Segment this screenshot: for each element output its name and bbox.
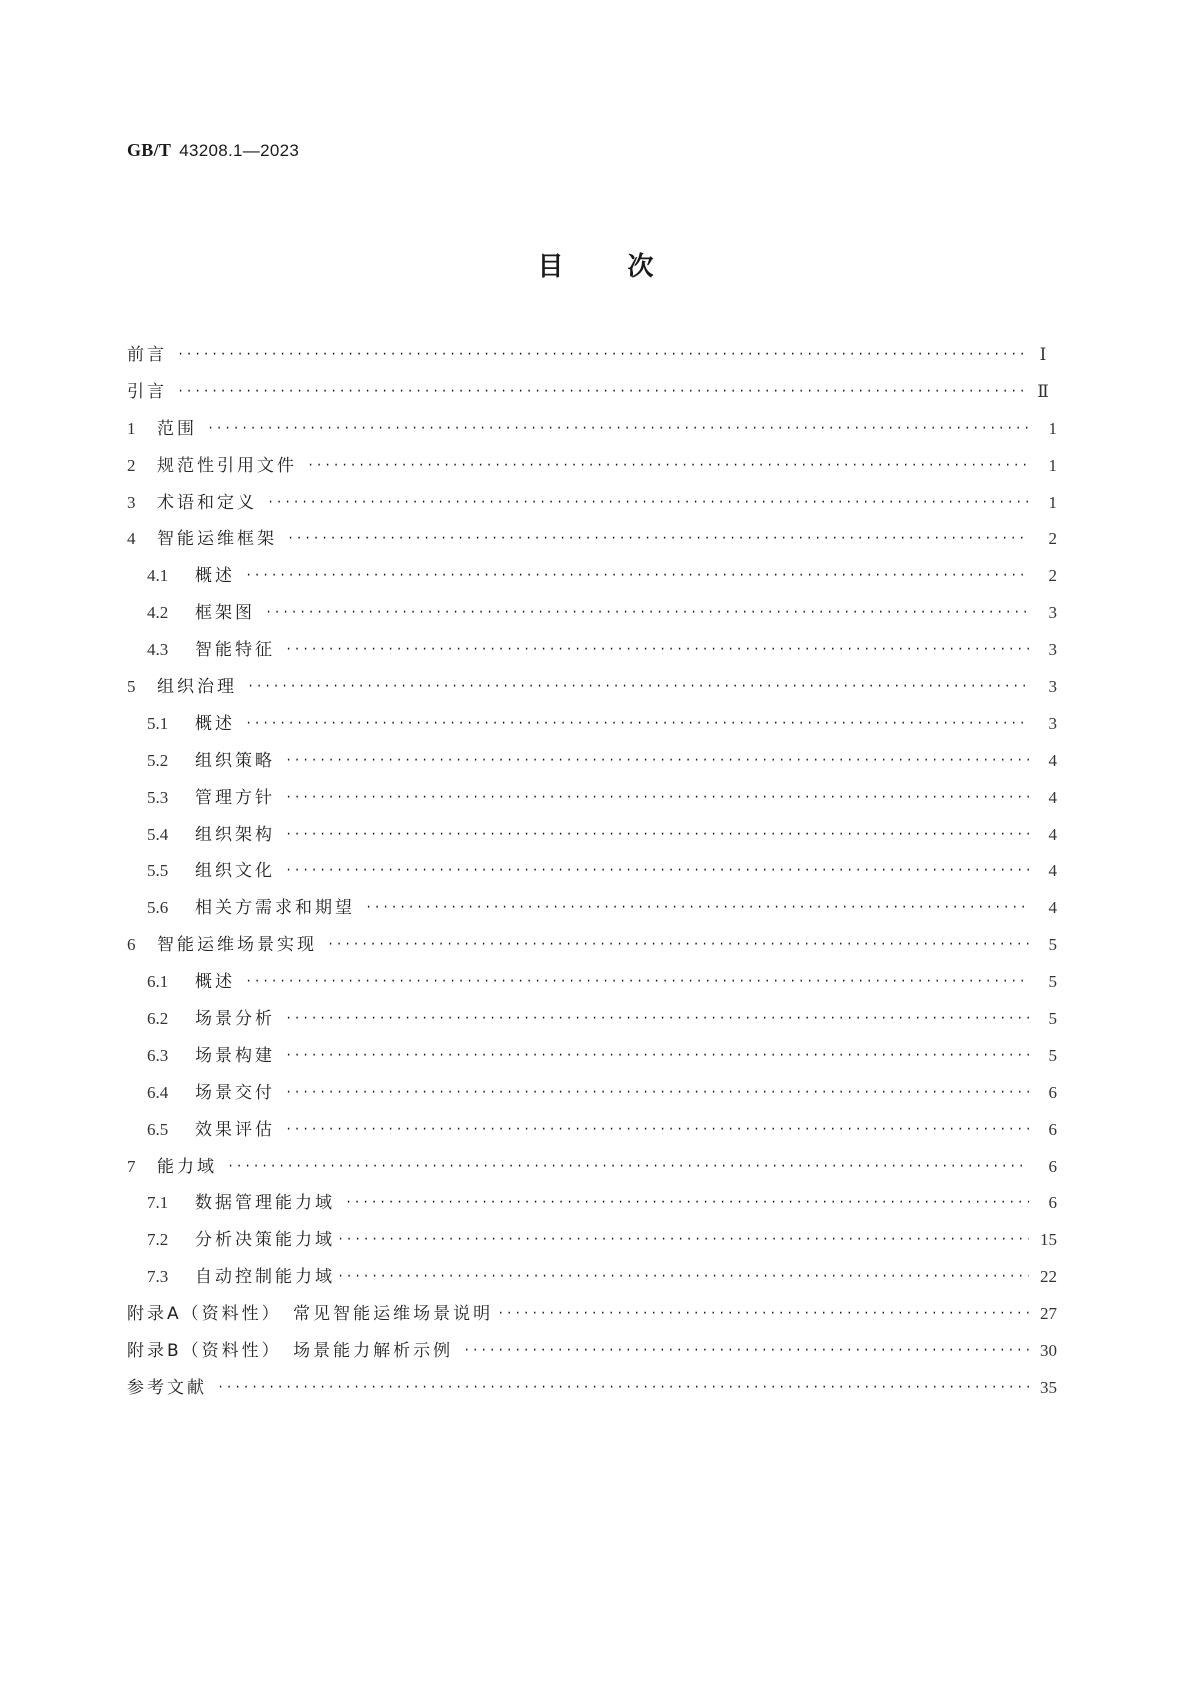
toc-entry-title: 概述 [195, 713, 235, 734]
dot-leader [217, 1380, 1029, 1394]
toc-entry-title: 引言 [127, 381, 167, 402]
standard-code: 43208.1—2023 [179, 141, 300, 160]
toc-entry-page: 2 [1048, 529, 1057, 549]
toc-entry-title: 组织策略 [195, 750, 275, 771]
toc-entry-title: 能力域 [157, 1156, 217, 1177]
toc-entry-title: 范围 [157, 418, 197, 439]
toc-entry-page: 22 [1040, 1267, 1057, 1287]
toc-entry-title: 智能运维框架 [157, 529, 277, 550]
toc-entry-number: 5.5 [147, 861, 169, 881]
toc-entry-6-4[interactable] [127, 1078, 1057, 1115]
toc-entry-bibliography[interactable] [127, 1373, 1057, 1410]
toc-entry-title: 场景交付 [195, 1082, 275, 1103]
toc-entry-page: 4 [1048, 861, 1057, 881]
toc-entry-6-2[interactable] [127, 1004, 1057, 1041]
toc-entry-title: 框架图 [195, 603, 255, 624]
dot-leader [287, 531, 1029, 545]
toc-entry-page: 5 [1048, 1009, 1057, 1029]
toc-entry-title: 参考文献 [127, 1377, 207, 1398]
toc-entry-6-3[interactable] [127, 1041, 1057, 1078]
toc-entry-title: 管理方针 [195, 787, 275, 808]
toc-entry-annex-b[interactable] [127, 1336, 1057, 1373]
toc-entry-title: 智能运维场景实现 [157, 935, 317, 956]
standard-prefix: GB/T [127, 140, 172, 160]
toc-entry-title: 效果评估 [195, 1119, 275, 1140]
toc-entry-page: 4 [1048, 787, 1057, 807]
toc-entry-title: 场景构建 [195, 1045, 275, 1066]
toc-entry-number: 6.3 [147, 1045, 169, 1065]
toc-entry-page: 1 [1048, 455, 1057, 475]
dot-leader [497, 1306, 1029, 1320]
toc-entry-title: 附录A（资料性） 常见智能运维场景说明 [127, 1304, 494, 1325]
toc-entry-page: 3 [1048, 677, 1057, 697]
toc-entry-number: 4.2 [147, 603, 169, 623]
toc-entry-page: 5 [1048, 972, 1057, 992]
toc-entry-page: 6 [1048, 1193, 1057, 1213]
toc-entry-number: 6.5 [147, 1119, 169, 1139]
toc-entry-7-2[interactable] [127, 1225, 1057, 1262]
toc-entry-page: 15 [1040, 1230, 1057, 1250]
toc-entry-5[interactable] [127, 672, 1057, 709]
dot-leader [227, 1159, 1029, 1173]
toc-entry-page: 3 [1048, 603, 1057, 623]
toc-entry-number: 6.1 [147, 972, 169, 992]
toc-entry-page: 4 [1048, 898, 1057, 918]
standard-number [127, 140, 299, 161]
toc-entry-number: 6 [127, 935, 136, 955]
toc-entry-5-1[interactable] [127, 709, 1057, 746]
toc-entry-title: 概述 [195, 972, 235, 993]
toc-entry-number: 7 [127, 1156, 136, 1176]
dot-leader [247, 679, 1029, 693]
toc-entry-title: 数据管理能力域 [195, 1193, 335, 1214]
toc-entry-number: 5.2 [147, 750, 169, 770]
dot-leader [285, 1085, 1029, 1099]
dot-leader [285, 642, 1029, 656]
toc-entry-number: 5.4 [147, 824, 169, 844]
dot-leader [285, 827, 1029, 841]
dot-leader [245, 568, 1029, 582]
toc-entry-title: 附录B（资料性） 场景能力解析示例 [127, 1341, 454, 1362]
toc-entry-page: 4 [1048, 824, 1057, 844]
toc-entry-page: 27 [1040, 1304, 1057, 1324]
dot-leader [337, 1232, 1029, 1246]
toc-entry-number: 7.1 [147, 1193, 169, 1213]
toc-entry-title: 概述 [195, 566, 235, 587]
toc-entry-title: 术语和定义 [157, 492, 257, 513]
toc-entry-5-3[interactable] [127, 783, 1057, 820]
dot-leader [327, 937, 1029, 951]
toc-entry-page: 6 [1048, 1119, 1057, 1139]
toc-entry-number: 5.3 [147, 787, 169, 807]
toc-entry-annex-a[interactable] [127, 1299, 1057, 1336]
dot-leader [365, 900, 1029, 914]
toc-entry-page: 5 [1048, 935, 1057, 955]
toc-entry-page: 5 [1048, 1045, 1057, 1065]
dot-leader [207, 421, 1029, 435]
toc-entry-title: 智能特征 [195, 640, 275, 661]
toc-entry-1[interactable] [127, 414, 1057, 451]
toc-entry-5-2[interactable] [127, 746, 1057, 783]
dot-leader [307, 458, 1029, 472]
toc-entry-number: 4.3 [147, 640, 169, 660]
toc-entry-title: 规范性引用文件 [157, 455, 297, 476]
dot-leader [337, 1269, 1029, 1283]
toc-entry-4-2[interactable] [127, 598, 1057, 635]
toc-entry-5-6[interactable] [127, 893, 1057, 930]
toc-entry-7[interactable] [127, 1152, 1057, 1189]
toc-entry-page: 3 [1048, 640, 1057, 660]
dot-leader [285, 790, 1029, 804]
dot-leader [463, 1343, 1029, 1357]
toc-entry-page: 6 [1048, 1156, 1057, 1176]
toc-entry-title: 组织治理 [157, 677, 237, 698]
toc-entry-6[interactable] [127, 930, 1057, 967]
toc-entry-title: 分析决策能力域 [195, 1230, 335, 1251]
page-title: 目次 [537, 252, 718, 282]
toc-entry-title: 自动控制能力域 [195, 1267, 335, 1288]
dot-leader [285, 753, 1029, 767]
toc-entry-4[interactable] [127, 524, 1057, 561]
dot-leader [267, 495, 1029, 509]
table-of-contents [127, 340, 1057, 1410]
toc-entry-7-3[interactable] [127, 1262, 1057, 1299]
toc-entry-page: Ⅰ [1039, 345, 1047, 364]
toc-entry-number: 3 [127, 492, 136, 512]
toc-entry-page: 4 [1048, 750, 1057, 770]
toc-entry-page: 30 [1040, 1341, 1057, 1361]
toc-entry-number: 4 [127, 529, 136, 549]
toc-entry-number: 5 [127, 677, 136, 697]
toc-entry-page: Ⅱ [1037, 381, 1049, 401]
toc-entry-number: 7.3 [147, 1267, 169, 1287]
toc-entry-page: 2 [1048, 566, 1057, 586]
dot-leader [177, 384, 1029, 398]
toc-entry-number: 1 [127, 418, 136, 438]
toc-entry-2[interactable] [127, 451, 1057, 488]
toc-entry-title: 组织文化 [195, 861, 275, 882]
toc-entry-number: 4.1 [147, 566, 169, 586]
toc-entry-number: 6.4 [147, 1082, 169, 1102]
dot-leader [265, 605, 1029, 619]
toc-entry-number: 5.6 [147, 898, 169, 918]
toc-entry-page: 1 [1048, 492, 1057, 512]
toc-entry-4-3[interactable] [127, 635, 1057, 672]
toc-entry-4-1[interactable] [127, 561, 1057, 598]
dot-leader [285, 1048, 1029, 1062]
toc-entry-page: 35 [1040, 1377, 1057, 1397]
toc-entry-6-5[interactable] [127, 1115, 1057, 1152]
dot-leader [345, 1195, 1029, 1209]
dot-leader [285, 1011, 1029, 1025]
dot-leader [177, 347, 1029, 361]
toc-entry-page: 1 [1048, 418, 1057, 438]
dot-leader [245, 974, 1029, 988]
dot-leader [245, 716, 1029, 730]
toc-entry-number: 2 [127, 455, 136, 475]
toc-entry-page: 3 [1048, 713, 1057, 733]
dot-leader [285, 863, 1029, 877]
toc-entry-7-1[interactable] [127, 1188, 1057, 1225]
toc-entry-3[interactable] [127, 488, 1057, 525]
toc-entry-6-1[interactable] [127, 967, 1057, 1004]
toc-entry-title: 场景分析 [195, 1009, 275, 1030]
toc-entry-introduction[interactable] [127, 377, 1057, 414]
toc-entry-5-4[interactable] [127, 820, 1057, 857]
toc-entry-page: 6 [1048, 1082, 1057, 1102]
dot-leader [285, 1122, 1029, 1136]
toc-entry-title: 相关方需求和期望 [195, 898, 355, 919]
toc-entry-5-5[interactable] [127, 856, 1057, 893]
toc-entry-number: 5.1 [147, 713, 169, 733]
toc-entry-foreword[interactable] [127, 340, 1057, 377]
toc-entry-title: 组织架构 [195, 824, 275, 845]
toc-entry-title: 前言 [127, 345, 167, 365]
toc-entry-number: 6.2 [147, 1009, 169, 1029]
toc-entry-number: 7.2 [147, 1230, 169, 1250]
